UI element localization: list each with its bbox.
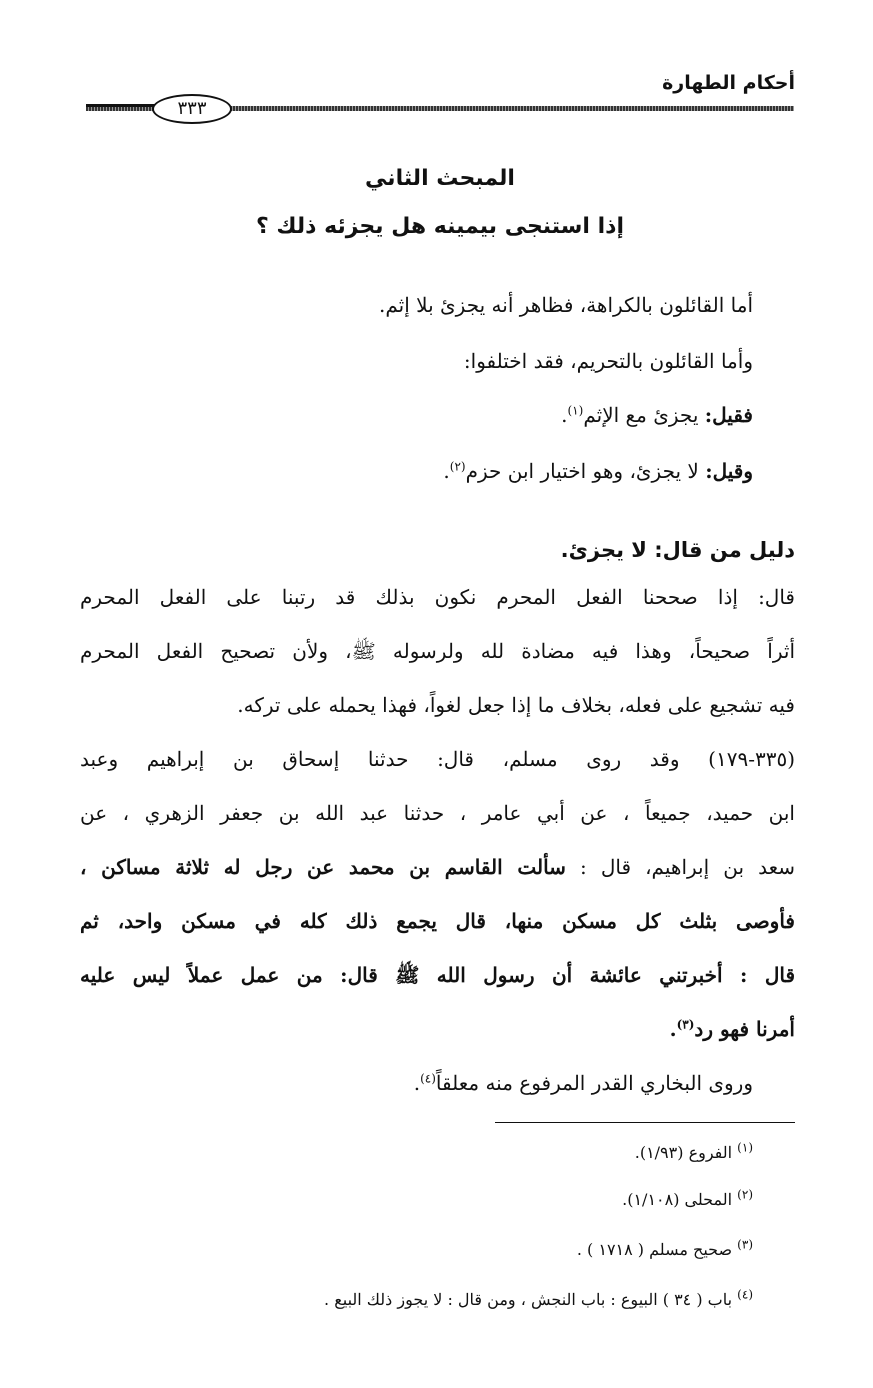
footnote-number: (٣) bbox=[737, 1237, 753, 1252]
intro-line-2: وأما القائلون بالتحريم، فقد اختلفوا: bbox=[463, 349, 753, 373]
footnote-ref-2[interactable]: (٢) bbox=[449, 459, 466, 474]
footnote-3 bbox=[576, 1237, 753, 1259]
running-title: أحكام الطهارة bbox=[662, 72, 795, 94]
opinion-label-1: فقيل: bbox=[704, 403, 753, 427]
footnote-number: (١) bbox=[737, 1140, 753, 1155]
hadith-line-3 bbox=[80, 854, 795, 880]
intro-line-4 bbox=[80, 458, 753, 484]
period: . bbox=[443, 459, 450, 483]
evidence-heading: دليل من قال: لا يجزئ. bbox=[560, 538, 795, 562]
footnote-separator bbox=[495, 1122, 795, 1123]
footnote-ref-4[interactable]: (٤) bbox=[420, 1071, 436, 1086]
intro-line-1: أما القائلون بالكراهة، فظاهر أنه يجزئ بلا إثم. bbox=[379, 293, 753, 317]
section-title: المبحث الثاني bbox=[365, 166, 515, 191]
hadith-line-6-text: أمرنا فهو رد bbox=[694, 1017, 795, 1041]
evidence-p3-text: وروى البخاري القدر المرفوع منه معلقاً bbox=[435, 1071, 753, 1095]
evidence-p1-line-3: فيه تشجيع على فعله، بخلاف ما إذا جعل لغواً، فهذا يحمله على تركه. bbox=[237, 693, 795, 717]
period: . bbox=[561, 403, 568, 427]
footnote-1 bbox=[634, 1140, 753, 1162]
footnote-number: (٢) bbox=[737, 1187, 753, 1202]
evidence-p1-line-1: قال: إذا صححنا الفعل المحرم نكون بذلك قد رتبنا على الفعل المحرم bbox=[80, 585, 795, 609]
hadith-line-3-plain: سعد بن إبراهيم، قال : bbox=[565, 855, 796, 879]
hadith-line-4: فأوصى بثلث كل مسكن منها، قال يجمع ذلك كله في مسكن واحد، ثم bbox=[80, 909, 795, 933]
footnote-text: المحلى (١/١٠٨). bbox=[622, 1190, 733, 1209]
hadith-line-1: (٣٣٥-١٧٩) وقد روى مسلم، قال: حدثنا إسحاق بن إبراهيم وعبد bbox=[80, 747, 795, 771]
period: . bbox=[669, 1017, 677, 1041]
footnote-text: باب ( ٣٤ ) البيوع : باب النجش ، ومن قال : لا يجوز ذلك البيع . bbox=[324, 1290, 733, 1309]
intro-line-3 bbox=[80, 402, 753, 428]
hadith-line-5: قال : أخبرتني عائشة أن رسول الله ﷺ قال: من عمل عملاً ليس عليه bbox=[80, 963, 795, 987]
opinion-text-1: يجزئ مع الإثم bbox=[583, 403, 699, 427]
evidence-p1-line-2: أثراً صحيحاً، وهذا فيه مضادة لله ولرسوله ﷺ، ولأن تصحيح الفعل المحرم bbox=[80, 639, 795, 663]
footnote-4 bbox=[324, 1287, 753, 1309]
footnote-ref-3[interactable]: (٣) bbox=[676, 1017, 695, 1032]
evidence-p3 bbox=[80, 1070, 753, 1096]
hadith-line-3-bold: سألت القاسم بن محمد عن رجل له ثلاثة مساكن ، bbox=[80, 855, 566, 879]
period: . bbox=[413, 1071, 421, 1095]
hadith-line-6 bbox=[80, 1016, 795, 1042]
footnote-2 bbox=[622, 1187, 753, 1209]
footnote-text: الفروع (١/٩٣). bbox=[634, 1143, 733, 1162]
opinion-label-2: وقيل: bbox=[705, 459, 753, 483]
hadith-line-2: ابن حميد، جميعاً ، عن أبي عامر ، حدثنا عبد الله بن جعفر الزهري ، عن bbox=[80, 801, 795, 825]
footnote-number: (٤) bbox=[737, 1287, 753, 1302]
footnote-text: صحيح مسلم ( ١٧١٨ ) . bbox=[576, 1240, 733, 1259]
section-question: إذا استنجى بيمينه هل يجزئه ذلك ؟ bbox=[256, 214, 624, 239]
opinion-text-2: لا يجزئ، وهو اختيار ابن حزم bbox=[465, 459, 699, 483]
page-number: ٣٣٣ bbox=[152, 94, 232, 124]
footnote-ref-1[interactable]: (١) bbox=[567, 403, 584, 418]
